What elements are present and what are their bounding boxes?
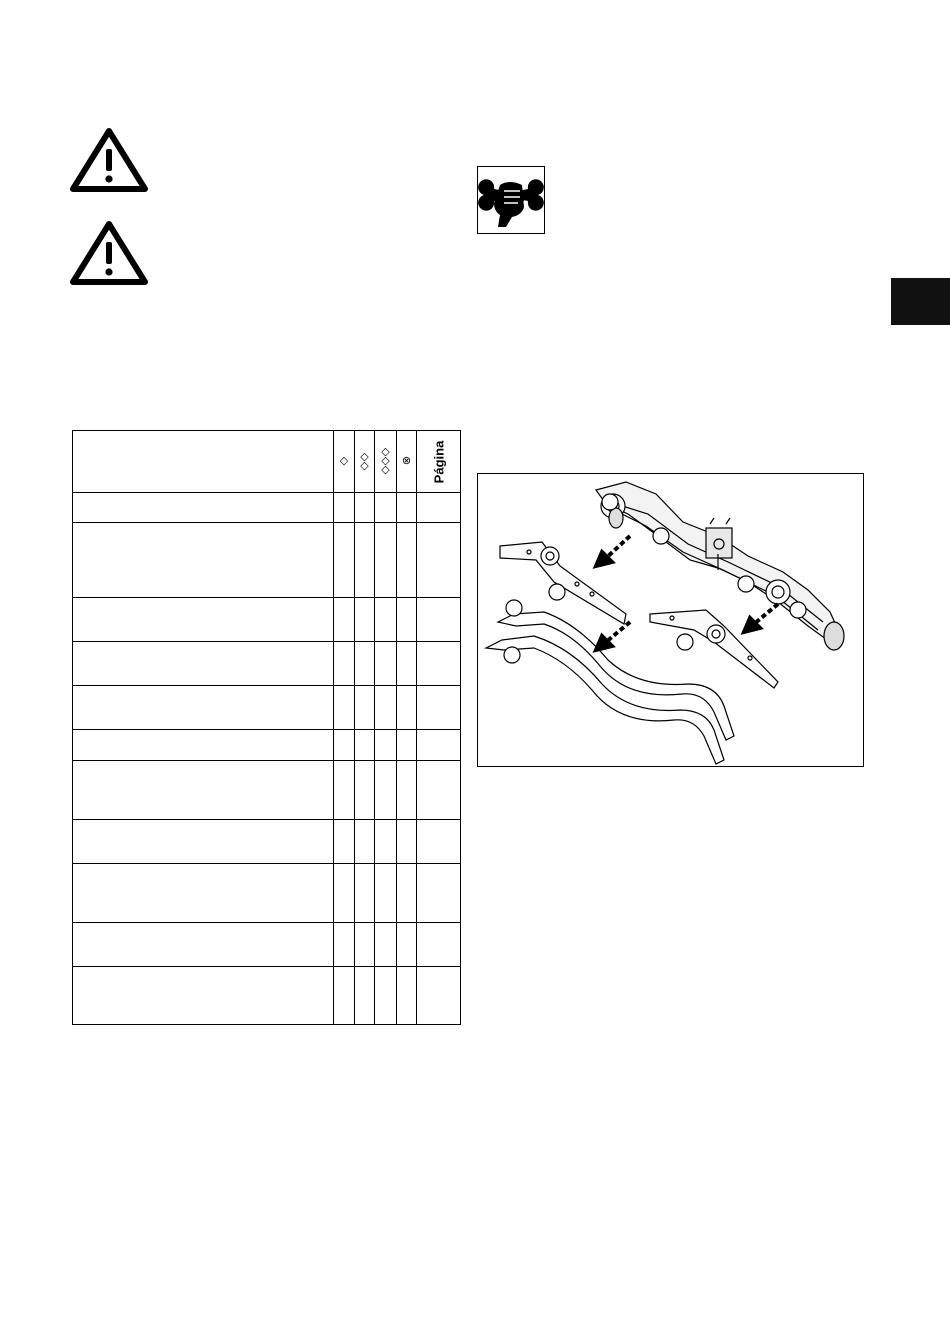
table-row: [73, 761, 461, 820]
diagram-svg: [478, 474, 863, 766]
header-interval-3: ◇ ◇ ◇: [375, 431, 397, 493]
exploded-diagram: [477, 473, 864, 767]
table-row: [73, 730, 461, 761]
table-row: [73, 642, 461, 686]
header-interval-4: ⊗: [397, 431, 417, 493]
callout-circle: [602, 494, 618, 510]
callout-circle: [738, 576, 754, 592]
header-page-cell: [417, 431, 461, 493]
page-header-label: Página: [431, 440, 446, 483]
table-row: [73, 820, 461, 864]
hand-wrench-icon: [477, 166, 545, 234]
warning-triangle-icon: [70, 220, 148, 286]
table-row: [73, 967, 461, 1025]
callout-circle: [504, 647, 520, 663]
callout-circle: [653, 528, 669, 544]
warning-triangle-icon: [70, 127, 148, 193]
table-row: [73, 493, 461, 523]
callout-circle: [790, 602, 806, 618]
callout-circle: [549, 584, 565, 600]
header-description-cell: [73, 431, 334, 493]
table-row: [73, 523, 461, 598]
maintenance-table: [72, 430, 461, 1025]
table-row: [73, 598, 461, 642]
table-header-row: [73, 431, 461, 493]
callout-circle: [677, 634, 693, 650]
header-interval-2: ◇ ◇: [355, 431, 375, 493]
chapter-tab: [891, 278, 950, 325]
table-row: [73, 923, 461, 967]
table-row: [73, 864, 461, 923]
table-row: [73, 686, 461, 730]
callout-circle: [506, 600, 522, 616]
header-interval-1: ◇: [334, 431, 355, 493]
